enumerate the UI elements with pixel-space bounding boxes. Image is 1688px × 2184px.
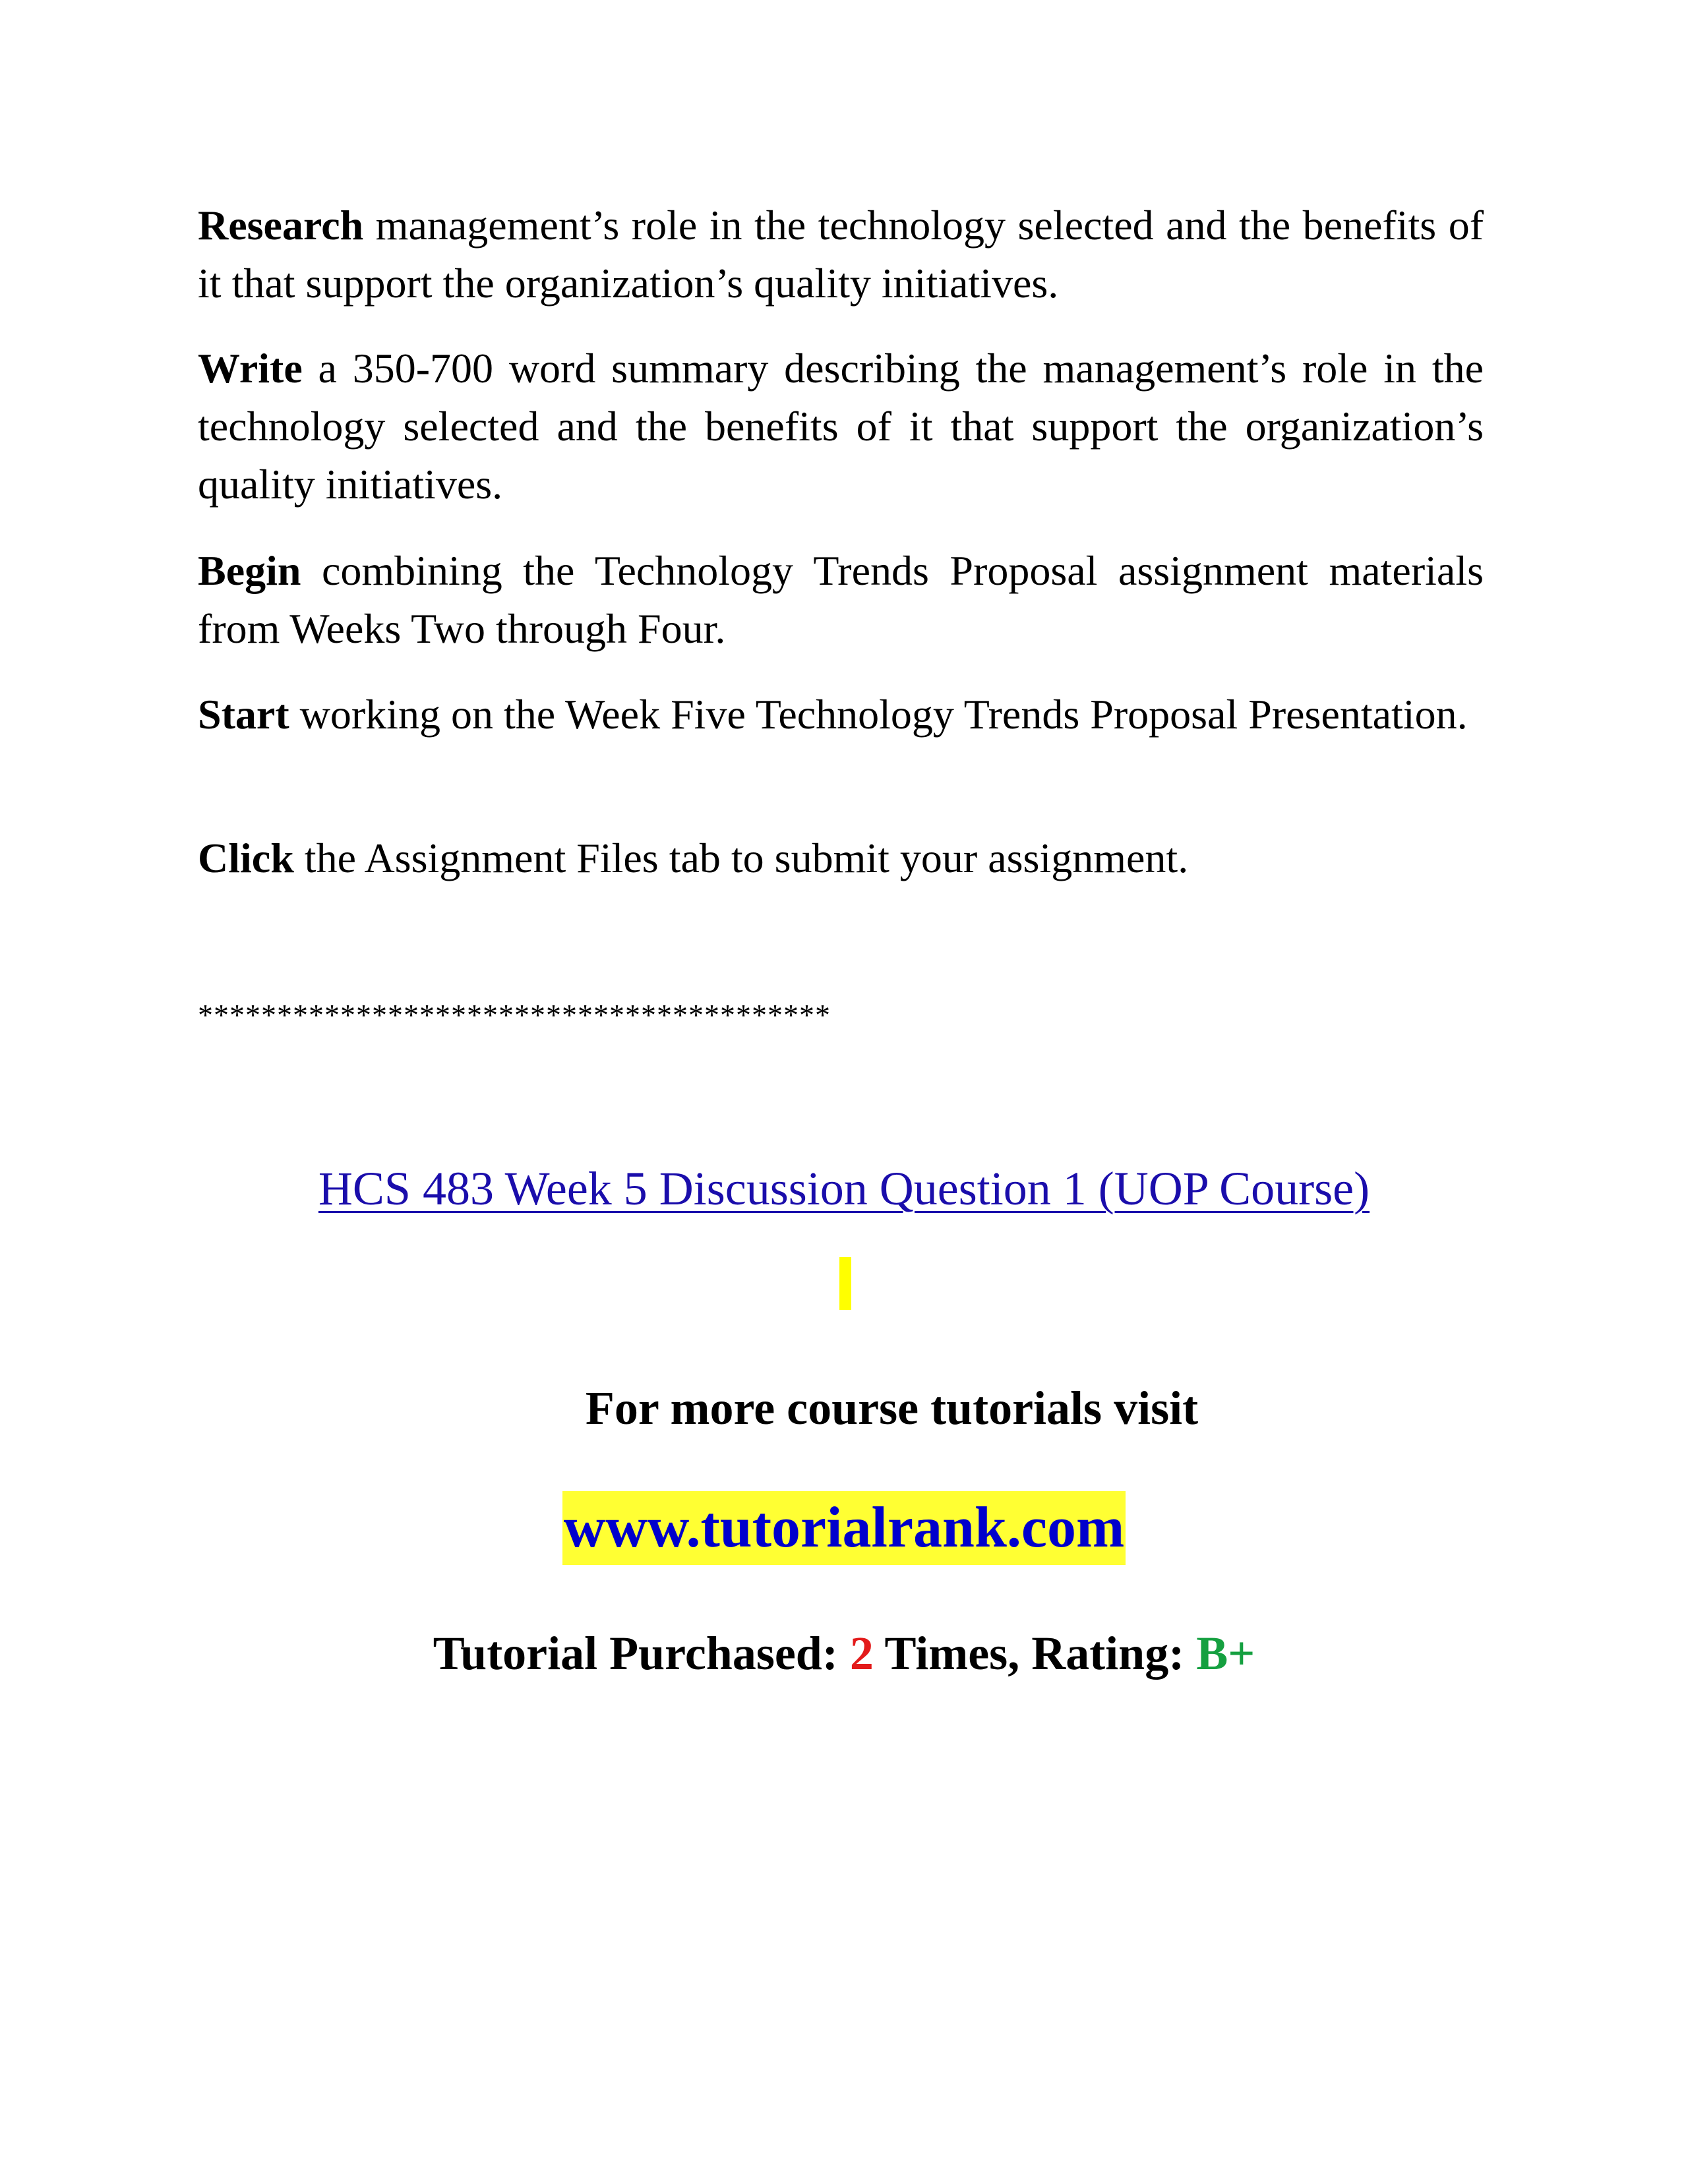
purchased-count: 2 <box>849 1627 874 1680</box>
paragraph-lead: Begin <box>198 547 301 594</box>
paragraph-text: management’s role in the technology selected and the benefits of it that support the organization’s quality initiatives. <box>198 202 1484 307</box>
paragraph-lead: Research <box>198 202 364 249</box>
paragraph-click <box>198 829 1484 887</box>
purchase-info <box>0 1622 1688 1685</box>
paragraph-research <box>198 196 1484 312</box>
paragraph-text: working on the Week Five Technology Trends Proposal Presentation. <box>289 691 1468 738</box>
website-container <box>0 1491 1688 1565</box>
paragraph-lead: Click <box>198 835 294 881</box>
paragraph-lead: Write <box>198 345 303 392</box>
paragraph-start <box>198 686 1484 744</box>
paragraph-lead: Start <box>198 691 289 738</box>
purchased-label: Tutorial Purchased: <box>433 1627 850 1680</box>
times-rating-label: Times, Rating: <box>873 1627 1197 1680</box>
course-link[interactable]: HCS 483 Week 5 Discussion Question 1 (UOP Course) <box>318 1162 1370 1215</box>
asterisk-separator: **************************************** <box>198 998 831 1032</box>
paragraph-text: combining the Technology Trends Proposal assignment materials from Weeks Two through Four. <box>198 547 1484 652</box>
paragraph-text: a 350-700 word summary describing the management’s role in the technology selected and the benefits of it that support the organization’s quality initiatives. <box>198 345 1484 508</box>
paragraph-text: the Assignment Files tab to submit your assignment. <box>293 835 1189 881</box>
paragraph-begin <box>198 542 1484 658</box>
text-cursor-highlight <box>839 1257 851 1310</box>
more-tutorials-heading: For more course tutorials visit <box>585 1382 1199 1434</box>
rating-value: B+ <box>1196 1627 1255 1680</box>
website-link[interactable]: www.tutorialrank.com <box>562 1491 1126 1565</box>
paragraph-write <box>198 339 1484 514</box>
